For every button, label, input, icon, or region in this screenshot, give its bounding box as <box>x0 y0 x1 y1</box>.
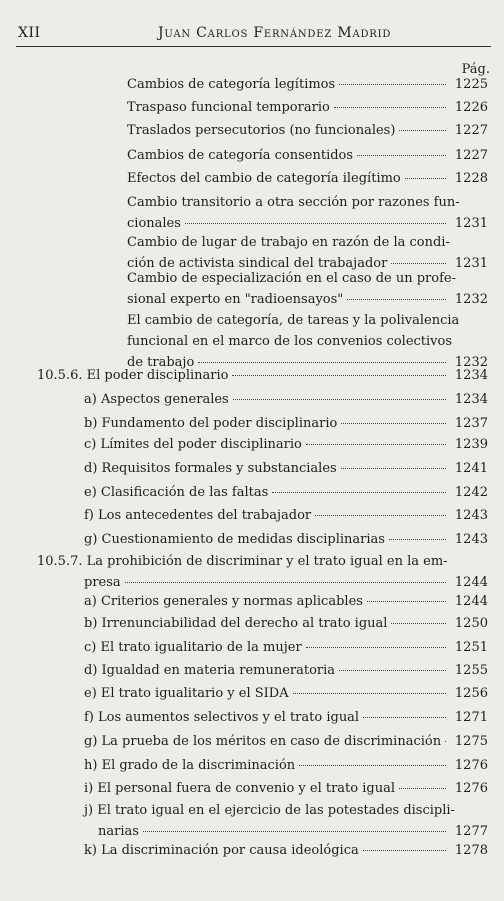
toc-entry-text: ción de activista sindical del trabajador <box>127 256 388 271</box>
leader-dots <box>125 581 446 583</box>
leader-dots <box>391 622 446 624</box>
header-rule <box>16 46 491 47</box>
toc-entry <box>84 505 488 526</box>
toc-entry-text: Efectos del cambio de categoría ilegítimo <box>127 171 401 186</box>
leader-dots <box>347 298 446 300</box>
toc-entry-page: 1231 <box>454 256 488 271</box>
running-header-title: Juan Carlos Fernández Madrid <box>158 25 392 41</box>
toc-entry <box>127 192 488 234</box>
toc-entry-page: 1237 <box>454 416 488 431</box>
toc-entry <box>127 268 488 310</box>
toc-entry-last-line <box>84 572 488 593</box>
toc-entry-text: d) Igualdad en materia remuneratoria <box>84 663 336 678</box>
toc-entry-text: Cambio de lugar de trabajo en razón de la condi- <box>127 235 450 250</box>
toc-entry-page: 1226 <box>454 100 488 115</box>
toc-entry-page: 1232 <box>454 292 488 307</box>
toc-entry <box>84 413 488 434</box>
toc-entry <box>127 145 488 166</box>
toc-entry-page: 1227 <box>454 123 488 138</box>
toc-entry-page: 1232 <box>454 355 488 370</box>
toc-entry-text: d) Requisitos formales y substanciales <box>84 461 337 476</box>
toc-entry-text: g) La prueba de los méritos en caso de discriminación <box>84 734 442 749</box>
toc-entry-text: Traspaso funcional temporario <box>127 100 330 115</box>
toc-entry <box>84 637 488 658</box>
toc-entry-last-line <box>127 289 488 310</box>
page-folio: XII <box>18 25 41 41</box>
toc-entry <box>84 778 488 799</box>
leader-dots <box>306 443 446 445</box>
toc-entry-text: c) El trato igualitario de la mujer <box>84 640 302 655</box>
leader-dots <box>389 538 446 540</box>
toc-entry <box>84 591 488 612</box>
toc-entry <box>84 800 488 842</box>
toc-entry <box>84 660 488 681</box>
toc-entry-page: 1255 <box>454 663 488 678</box>
toc-entry <box>84 755 488 776</box>
toc-entry-page: 1239 <box>454 437 488 452</box>
toc-entry-page: 1251 <box>454 640 488 655</box>
leader-dots <box>399 787 446 789</box>
leader-dots <box>232 374 446 376</box>
toc-entry-text: Traslados persecutorios (no funcionales) <box>127 123 396 138</box>
toc-entry-text: h) El grado de la discriminación <box>84 758 296 773</box>
toc-entry-text: Cambios de categoría consentidos <box>127 148 354 163</box>
toc-entry-page: 1277 <box>454 824 488 839</box>
leader-dots <box>341 422 446 424</box>
toc-section-entry <box>37 365 488 386</box>
toc-entry-text: e) Clasificación de las faltas <box>84 485 269 500</box>
toc-entry-page: 1241 <box>454 461 488 476</box>
leader-dots <box>363 716 446 718</box>
toc-entry <box>84 434 488 455</box>
leader-dots <box>399 129 446 131</box>
toc-entry <box>84 707 488 728</box>
toc-entry-text: narias <box>98 824 139 839</box>
page-column-label: Pág. <box>461 62 490 77</box>
leader-dots <box>341 467 446 469</box>
leader-dots <box>143 830 446 832</box>
toc-entry <box>127 74 488 95</box>
toc-entry <box>84 458 488 479</box>
toc-entry-text: a) Aspectos generales <box>84 392 229 407</box>
toc-entry-text: Cambios de categoría legítimos <box>127 77 336 92</box>
toc-entry <box>84 840 488 861</box>
leader-dots <box>363 849 446 851</box>
toc-entry <box>84 389 488 410</box>
toc-entry <box>127 97 488 118</box>
toc-entry-text: a) Criterios generales y normas aplicables <box>84 594 363 609</box>
leader-dots <box>293 692 446 694</box>
toc-entry-text: b) Irrenunciabilidad del derecho al trato igual <box>84 616 388 631</box>
toc-entry-page: 1256 <box>454 686 488 701</box>
toc-entry-page: 1242 <box>454 485 488 500</box>
toc-entry-text: j) El trato igual en el ejercicio de las potestades discipli- <box>84 803 455 818</box>
toc-entry-text: de trabajo <box>127 355 195 370</box>
leader-dots <box>315 514 446 516</box>
toc-entry-text: cionales <box>127 216 181 231</box>
toc-entry <box>84 529 488 550</box>
toc-entry-text: 10.5.6. El poder disciplinario <box>37 368 229 383</box>
toc-entry-page: 1278 <box>454 843 488 858</box>
leader-dots <box>334 106 446 108</box>
toc-entry-page: 1234 <box>454 392 488 407</box>
toc-entry-page: 1228 <box>454 171 488 186</box>
toc-entry-page: 1275 <box>454 734 488 749</box>
leader-dots <box>339 669 446 671</box>
toc-entry-last-line <box>127 213 488 234</box>
leader-dots <box>391 262 446 264</box>
toc-entry-page: 1276 <box>454 758 488 773</box>
toc-entry <box>84 482 488 503</box>
toc-entry-text: El cambio de categoría, de tareas y la polivalencia <box>127 313 460 328</box>
toc-entry <box>84 683 488 704</box>
toc-entry-text: funcional en el marco de los convenios colectivos <box>127 334 453 349</box>
leader-dots <box>299 764 446 766</box>
toc-entry <box>127 168 488 189</box>
toc-entry-text: Cambio transitorio a otra sección por razones fun- <box>127 195 460 210</box>
toc-entry-text: f) Los antecedentes del trabajador <box>84 508 312 523</box>
leader-dots <box>198 361 446 363</box>
leader-dots <box>445 740 446 742</box>
toc-entry-page: 1227 <box>454 148 488 163</box>
toc-entry-page: 1244 <box>454 575 488 590</box>
toc-entry-page: 1231 <box>454 216 488 231</box>
toc-entry-page: 1244 <box>454 594 488 609</box>
leader-dots <box>405 177 446 179</box>
toc-entry-text: e) El trato igualitario y el SIDA <box>84 686 289 701</box>
toc-section-entry <box>37 551 488 593</box>
toc-entry-page: 1250 <box>454 616 488 631</box>
leader-dots <box>272 491 446 493</box>
leader-dots <box>367 600 446 602</box>
toc-entry-text: g) Cuestionamiento de medidas disciplinarias <box>84 532 385 547</box>
toc-entry <box>84 731 488 752</box>
toc-entry-text: f) Los aumentos selectivos y el trato igual <box>84 710 360 725</box>
toc-entry <box>127 310 488 373</box>
toc-entry <box>127 120 488 141</box>
toc-entry-page: 1243 <box>454 508 488 523</box>
toc-entry-text: presa <box>84 575 121 590</box>
toc-entry-page: 1276 <box>454 781 488 796</box>
leader-dots <box>233 398 446 400</box>
leader-dots <box>306 646 446 648</box>
toc-entry <box>84 613 488 634</box>
toc-entry-page: 1243 <box>454 532 488 547</box>
toc-entry-text: Cambio de especialización en el caso de un profe- <box>127 271 456 286</box>
toc-entry-text: sional experto en "radioensayos" <box>127 292 344 307</box>
toc-entry-text: c) Límites del poder disciplinario <box>84 437 302 452</box>
toc-entry-page: 1234 <box>454 368 488 383</box>
leader-dots <box>339 83 446 85</box>
toc-entry-page: 1271 <box>454 710 488 725</box>
toc-entry-text: k) La discriminación por causa ideológica <box>84 843 359 858</box>
leader-dots <box>185 222 446 224</box>
leader-dots <box>357 154 446 156</box>
toc-entry-text: 10.5.7. La prohibición de discriminar y el trato igual en la em- <box>37 554 448 569</box>
toc-entry-text: i) El personal fuera de convenio y el trato igual <box>84 781 396 796</box>
toc-entry-last-line <box>98 821 488 842</box>
toc-entry-page: 1225 <box>454 77 488 92</box>
toc-entry-text: b) Fundamento del poder disciplinario <box>84 416 338 431</box>
